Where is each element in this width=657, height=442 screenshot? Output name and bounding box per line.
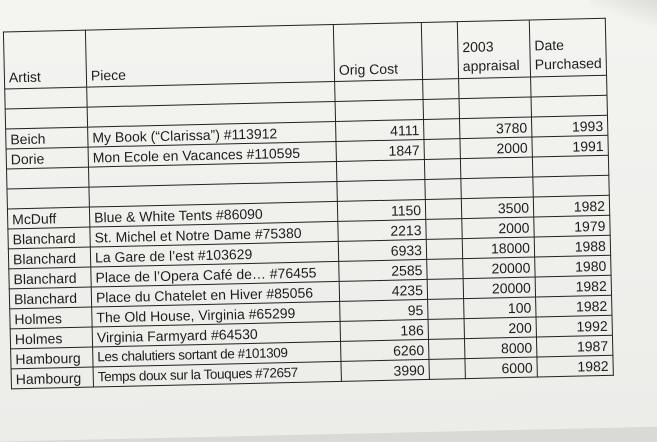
orig-cost-cell [337, 179, 425, 201]
spacer-cell [424, 139, 460, 160]
header-date-label: Date Purchased [534, 36, 602, 73]
header-orig-cost: Orig Cost [333, 22, 422, 81]
date-purchased-cell: 1982 [537, 355, 613, 377]
spacer-cell [428, 339, 464, 360]
artist-cell: Holmes [10, 307, 92, 329]
orig-cost-cell: 186 [340, 319, 428, 341]
date-purchased-cell: 1993 [531, 115, 607, 137]
piece-cell: Temps doux sur la Touques #72657 [93, 361, 341, 387]
appraisal-cell: 18000 [462, 237, 534, 259]
spacer-cell [426, 239, 462, 260]
date-purchased-cell: 1992 [536, 315, 612, 337]
date-purchased-cell: 1988 [534, 235, 610, 257]
artist-cell [5, 107, 87, 129]
appraisal-cell: 2000 [462, 217, 534, 239]
piece-cell: St. Michel et Notre Dame #75380 [90, 221, 338, 247]
header-date-purchased [529, 18, 606, 77]
orig-cost-cell: 2213 [338, 219, 426, 241]
appraisal-cell: 3500 [461, 197, 533, 219]
piece-cell: Mon Ecole en Vacances #110595 [88, 141, 336, 167]
appraisal-cell: 200 [464, 317, 536, 339]
orig-cost-cell: 4235 [339, 279, 427, 301]
artist-cell [7, 187, 89, 209]
artist-cell [7, 167, 89, 189]
orig-cost-cell [335, 79, 423, 101]
appraisal-cell: 3780 [459, 117, 531, 139]
piece-cell: Virginia Farmyard #64530 [92, 321, 340, 347]
spacer-cell [424, 119, 460, 140]
spacer-cell [424, 159, 460, 180]
spacer-cell [428, 319, 464, 340]
spacer-cell [423, 79, 459, 100]
appraisal-cell [461, 177, 533, 199]
orig-cost-cell: 4111 [336, 119, 424, 141]
piece-cell: Place de l’Opera Café de… #76455 [91, 261, 339, 287]
piece-cell: Place du Chatelet en Hiver #85056 [91, 281, 339, 307]
date-purchased-cell: 1979 [534, 215, 610, 237]
spacer-cell [429, 359, 465, 380]
header-artist: Artist [3, 30, 86, 89]
artist-cell: Blanchard [9, 267, 91, 289]
date-purchased-cell [531, 95, 607, 117]
artist-cell: Hambourg [11, 367, 93, 389]
date-purchased-cell: 1982 [535, 275, 611, 297]
piece-cell: Blue & White Tents #86090 [89, 201, 337, 227]
appraisal-cell: 100 [464, 297, 536, 319]
artist-cell: Dorie [6, 147, 88, 169]
date-purchased-cell: 1991 [532, 135, 608, 157]
spacer-cell [427, 279, 463, 300]
spacer-cell [427, 259, 463, 280]
date-purchased-cell: 1982 [533, 195, 609, 217]
orig-cost-cell [336, 159, 424, 181]
appraisal-cell: 6000 [465, 357, 537, 379]
date-purchased-cell: 1987 [536, 335, 612, 357]
date-purchased-cell: 1980 [535, 255, 611, 277]
header-appraisal [457, 20, 530, 79]
orig-cost-cell [335, 99, 423, 121]
orig-cost-cell: 6260 [341, 339, 429, 361]
appraisal-cell [459, 77, 531, 99]
artist-cell: Beich [6, 127, 88, 149]
orig-cost-cell: 1150 [337, 199, 425, 221]
appraisal-cell [459, 97, 531, 119]
spacer-cell [425, 199, 461, 220]
spacer-cell [423, 99, 459, 120]
header-spacer [421, 22, 458, 80]
orig-cost-cell: 6933 [338, 239, 426, 261]
appraisal-cell: 20000 [463, 257, 535, 279]
header-appraisal-label: 2003 appraisal [462, 38, 520, 75]
piece-cell: La Gare de l’est #103629 [90, 241, 338, 267]
orig-cost-cell: 1847 [336, 139, 424, 161]
table-body [5, 75, 614, 389]
spacer-cell [425, 179, 461, 200]
date-purchased-cell: 1982 [536, 295, 612, 317]
artist-cell: Holmes [10, 327, 92, 349]
date-purchased-cell [533, 175, 609, 197]
spacer-cell [426, 219, 462, 240]
artist-cell: Blanchard [9, 287, 91, 309]
date-purchased-cell [532, 155, 608, 177]
art-inventory-table [3, 18, 614, 390]
appraisal-cell [460, 157, 532, 179]
artist-cell: McDuff [7, 207, 89, 229]
artist-cell [5, 87, 87, 109]
appraisal-cell: 8000 [464, 337, 536, 359]
appraisal-cell: 20000 [463, 277, 535, 299]
piece-cell: The Old House, Virginia #65299 [92, 301, 340, 327]
artist-cell: Hambourg [11, 347, 93, 369]
appraisal-cell: 2000 [460, 137, 532, 159]
piece-cell: My Book (“Clarissa”) #113912 [88, 121, 336, 147]
spacer-cell [428, 299, 464, 320]
orig-cost-cell: 3990 [341, 359, 429, 381]
orig-cost-cell: 2585 [339, 259, 427, 281]
orig-cost-cell: 95 [340, 299, 428, 321]
artist-cell: Blanchard [8, 227, 90, 249]
piece-cell: Les chalutiers sortant de #101309 [93, 341, 341, 367]
artist-cell: Blanchard [8, 247, 90, 269]
header-piece: Piece [85, 24, 334, 87]
date-purchased-cell [531, 75, 607, 97]
